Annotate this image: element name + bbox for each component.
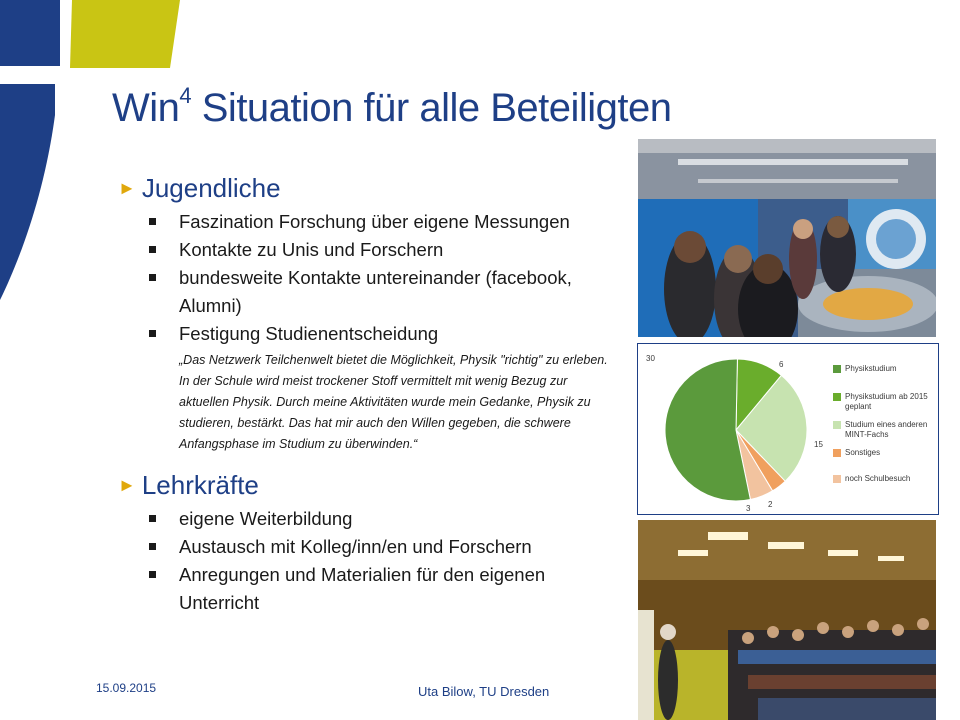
square-bullet-icon [149,571,156,578]
section-heading-lehrkraefte: ► Lehrkräfte [118,470,259,500]
pie-chart-panel [637,343,939,515]
pie-value-label: 30 [646,354,655,363]
legend-swatch [833,449,841,457]
legend-swatch [833,365,841,373]
list-item: Kontakte zu Unis und Forschern [148,236,618,264]
legend-label: Sonstiges [845,448,881,457]
list-item: bundesweite Kontakte untereinander (facebook, Alumni) [148,264,618,320]
square-bullet-icon [149,246,156,253]
logo-blue-square [0,0,60,66]
list-item: Anregungen und Materialien für den eigenen Unterricht [148,561,618,617]
legend-swatch [833,475,841,483]
list-item: Festigung Studienentscheidung „Das Netzwerk Teilchenwelt bietet die Möglichkeit, Physik "richtig" zu erleben. In der Schule wird meist trockener Stoff vermittelt mit wenig Bezug zur aktuellen Physik. Durch meine Aktivitäten wurde mein Gedanke, Physik zu studieren, bestärkt. Das hat mir auch den Willen gegeben, die schwere Anfangsphase im Studium zu überwinden.“ [148,320,618,455]
logo-blue-arc [0,84,55,300]
legend-item [833,474,928,484]
lecture-hall-image [638,520,936,720]
legend-label: Physikstudium ab 2015 geplant [845,392,928,411]
legend-item [833,392,928,412]
square-bullet-icon [149,515,156,522]
photo-lab-visit [638,139,936,337]
legend-item [833,420,928,440]
legend-swatch [833,421,841,429]
list-item: eigene Weiterbildung [148,505,618,533]
legend-item [833,364,928,374]
legend-label: Studium eines anderen MINT-Fachs [845,420,928,439]
photo-lecture-hall [638,520,936,720]
footer-date: 15.09.2015 [96,681,157,695]
logo-yellow-bar [70,0,180,68]
square-bullet-icon [149,274,156,281]
triangle-bullet-icon: ► [118,178,136,198]
square-bullet-icon [149,330,156,337]
pie-value-label: 15 [814,440,823,449]
jugendliche-list [118,208,618,455]
legend-swatch [833,393,841,401]
pie-value-label: 6 [779,360,784,369]
pie-value-label: 2 [768,500,773,509]
legend-label: Physikstudium [845,364,897,373]
footer-author: Uta Bilow, TU Dresden [418,684,550,699]
legend-label: noch Schulbesuch [845,474,911,483]
section-heading-jugendliche: ► Jugendliche [118,173,281,203]
square-bullet-icon [149,543,156,550]
list-item: Faszination Forschung über eigene Messungen [148,208,618,236]
legend-item [833,448,928,458]
student-quote: „Das Netzwerk Teilchenwelt bietet die Möglichkeit, Physik "richtig" zu erleben. In der Schule wird meist trockener Stoff vermittelt mit wenig Bezug zur aktuellen Physik. Durch meine Aktivitäten wurde mein Gedanke, Physik zu studieren, bestärkt. Das hat mir auch den Willen gegeben, die schwere Anfangsphase im Studium zu überwinden.“ [179,353,608,451]
pie-value-label: 3 [746,504,751,513]
triangle-bullet-icon: ► [118,475,136,495]
lehrkraefte-list [118,505,618,617]
list-item: Austausch mit Kolleg/inn/en und Forschern [148,533,618,561]
content-body [118,172,618,617]
lab-visit-image [638,139,936,337]
page-title: Win$^4$ Situation für alle Beteiligten [112,82,672,130]
square-bullet-icon [149,218,156,225]
